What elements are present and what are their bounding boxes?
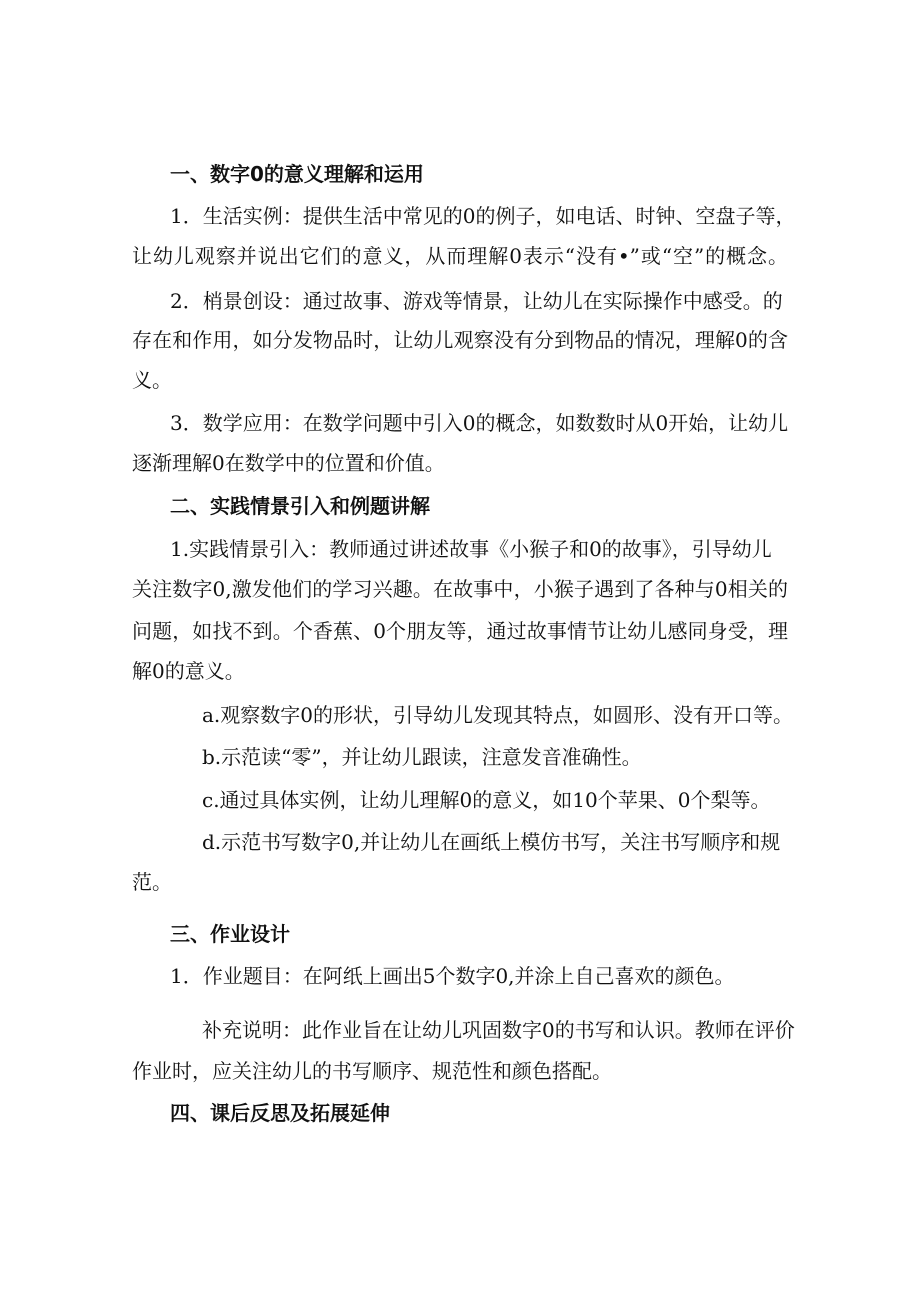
paragraph-line: 义。 bbox=[132, 368, 172, 392]
paragraph-line: 补充说明：此作业旨在让幼儿巩固数字0的书写和认识。教师在评价 bbox=[202, 1018, 795, 1042]
list-item-a: a.观察数字0的形状，引导幼儿发现其特点，如圆形、没有开口等。 bbox=[202, 703, 794, 727]
list-item-c: c.通过具体实例，让幼儿理解0的意义，如10个苹果、0个梨等。 bbox=[202, 788, 771, 812]
list-item-d-cont: 范。 bbox=[132, 870, 172, 894]
section-heading-4: 四、课后反思及拓展延伸 bbox=[170, 1101, 390, 1125]
paragraph-line: 2．梢景创设：通过故事、游戏等情景，让幼儿在实际操作中感受。的 bbox=[170, 289, 783, 313]
section-heading-3: 三、作业设计 bbox=[170, 922, 290, 946]
section-heading-1: 一、数字0的意义理解和运用 bbox=[170, 162, 424, 186]
paragraph-line: 逐渐理解0在数学中的位置和价值。 bbox=[132, 451, 445, 475]
paragraph-line: 存在和作用，如分发物品时，让幼儿观察没有分到物品的情况，理解0的含 bbox=[132, 328, 788, 352]
paragraph-line: 3．数学应用：在数学问题中引入0的概念，如数数时从0开始，让幼儿 bbox=[170, 411, 789, 435]
paragraph-line: 解0的意义。 bbox=[132, 659, 245, 683]
paragraph-line: 1．生活实例：提供生活中常见的0的例子，如电话、时钟、空盘子等， bbox=[170, 204, 796, 228]
paragraph-line: 让幼儿观察并说出它们的意义，从而理解0表示“没有•”或“空”的概念。 bbox=[132, 244, 788, 268]
paragraph-line: 关注数字0,激发他们的学习兴趣。在故事中，小猴子遇到了各种与0相关的 bbox=[132, 577, 788, 601]
paragraph-line: 1.实践情景引入：教师通过讲述故事《小猴子和0的故事》，引导幼儿 bbox=[170, 537, 772, 561]
section-heading-2: 二、实践情景引入和例题讲解 bbox=[170, 494, 430, 518]
paragraph-line: 作业时，应关注幼儿的书写顺序、规范性和颜色搭配。 bbox=[132, 1059, 612, 1083]
list-item-b: b.示范读“零”，并让幼儿跟读，注意发音准确性。 bbox=[202, 745, 642, 769]
list-item-d: d.示范书写数字0,并让幼儿在画纸上模仿书写，关注书写顺序和规 bbox=[202, 830, 781, 854]
paragraph-line: 1．作业题目：在阿纸上画出5个数字0,并涂上自己喜欢的颜色。 bbox=[170, 964, 735, 988]
paragraph-line: 问题，如找不到。个香蕉、0个朋友等，通过故事情节让幼儿感同身受，理 bbox=[132, 619, 788, 643]
